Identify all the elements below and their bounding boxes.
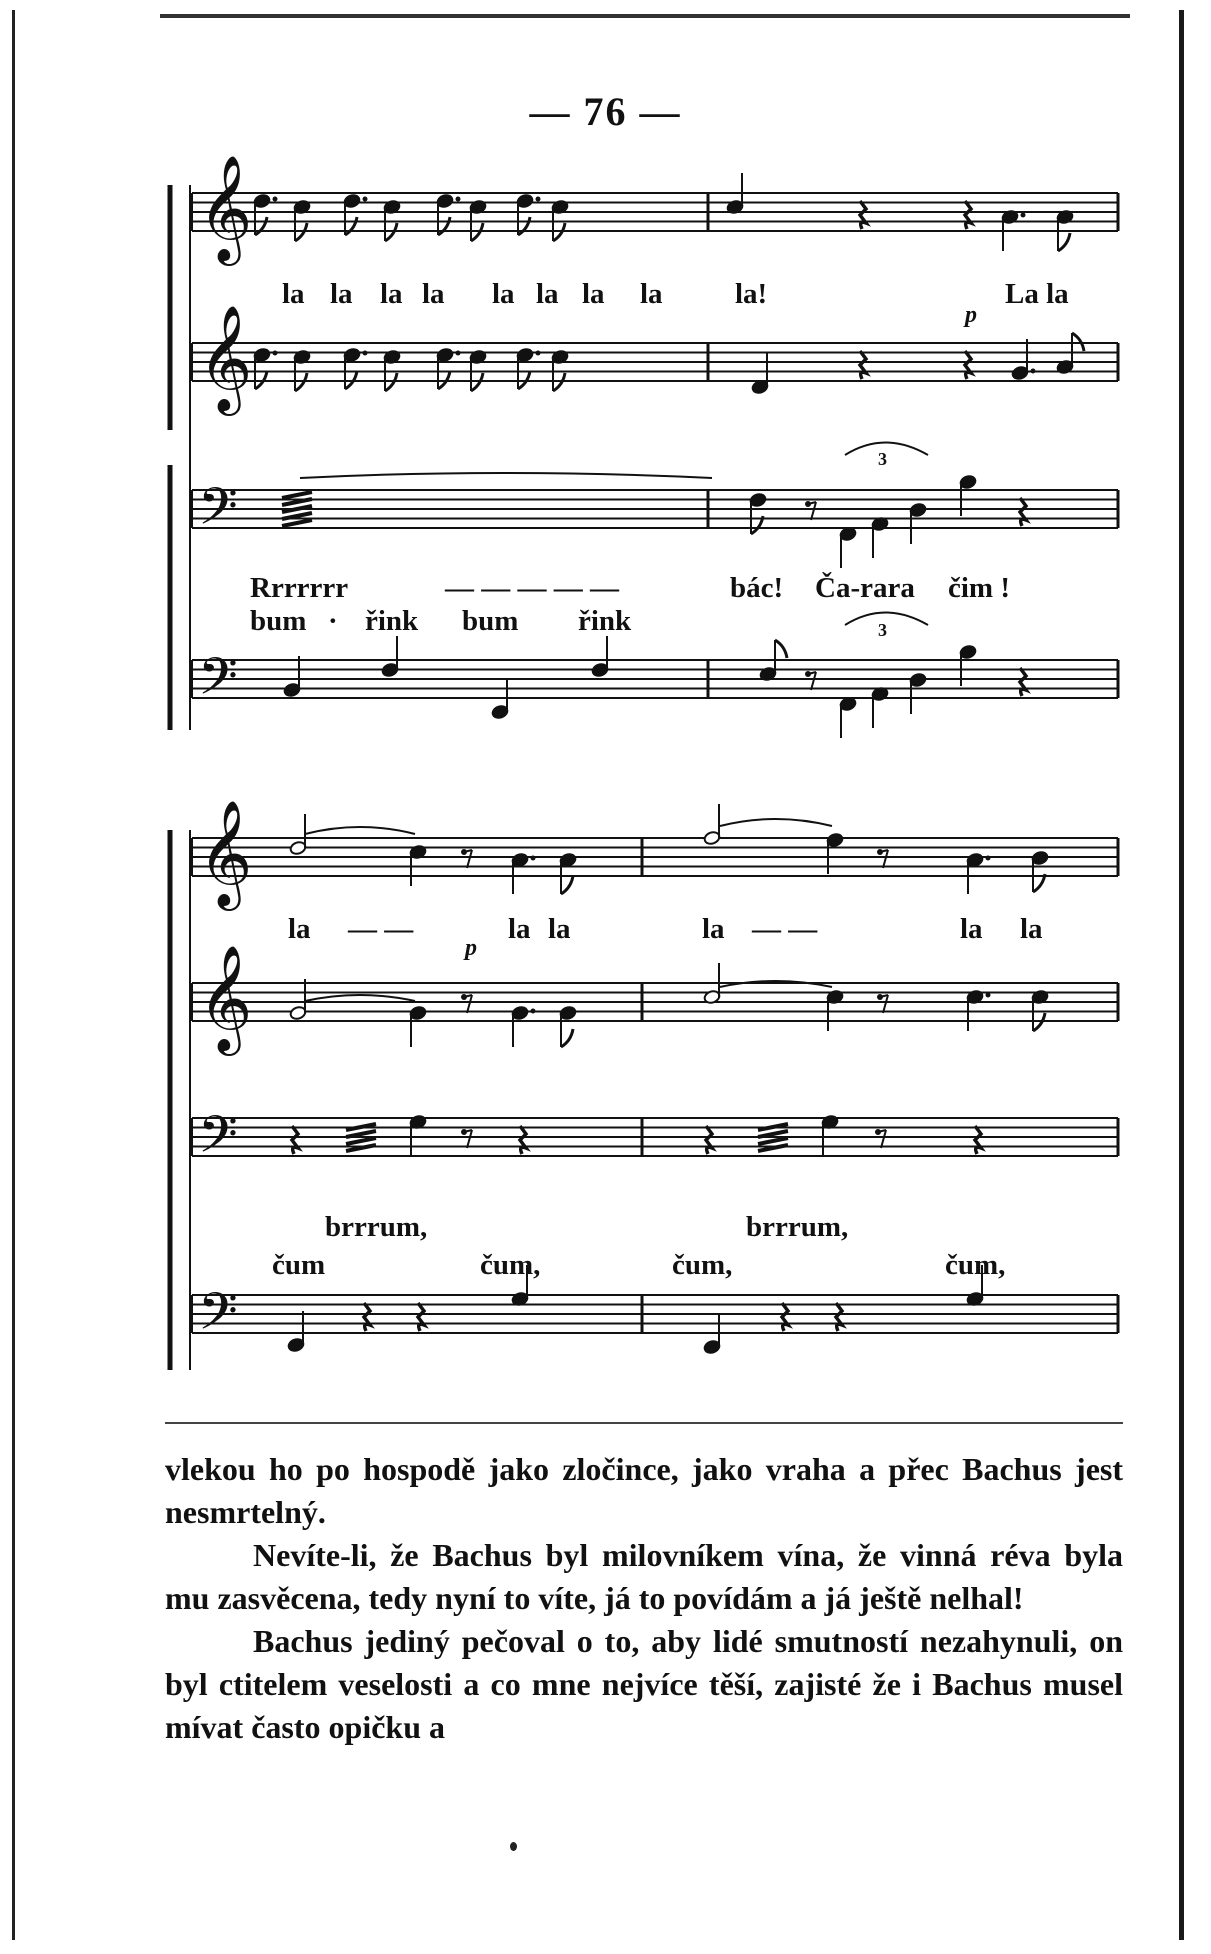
note [343,193,367,235]
note [253,193,277,235]
quarter-rest [1020,498,1026,526]
note [839,526,857,568]
note [966,989,990,1031]
note-dot [536,351,541,356]
lyric-syllable: bum [250,605,307,637]
lyric-syllable: — — [348,913,414,945]
quarter-rest [292,1126,298,1154]
lyric-syllable: la! [735,278,768,310]
note [559,852,577,894]
tie [720,819,832,826]
note [516,193,540,235]
lyric-syllable: řink [578,605,632,637]
eighth-rest [467,995,472,1013]
note [289,979,307,1021]
eighth-rest [811,502,816,520]
tremolo-stroke [346,1138,376,1144]
note [1011,339,1035,381]
treble-clef-icon: 𝄞 [198,799,253,906]
note [909,502,927,544]
note [409,844,427,886]
paragraph-1: vlekou ho po hospodě jako zločince, jako vraha a přec Bachus jest nesmrtelný. [165,1451,1123,1530]
note [383,349,401,391]
note [436,347,460,389]
lyric-syllable: la [282,278,305,310]
lyric-syllable: la [380,278,403,310]
note-flag [438,217,450,235]
lyric-syllable: la [702,913,725,945]
lyric-syllable: la [288,913,311,945]
note [293,349,311,391]
quarter-rest [965,351,971,379]
lyric-syllable: la [422,278,445,310]
quarter-rest [836,1303,842,1331]
note [289,814,307,856]
bass-clef-icon: 𝄢 [198,1104,238,1177]
note [287,1311,305,1353]
quarter-rest [1020,668,1026,696]
note-flag [561,1029,573,1047]
note-dot [363,351,368,356]
note [871,516,889,558]
note [409,1114,427,1156]
lyric-syllable: čum, [480,1249,541,1281]
lyric-syllable: la [330,278,353,310]
note-dot [273,351,278,356]
page-number: — 76 — [529,89,682,134]
note-dot [531,856,536,861]
paragraph-2: Nevíte-li, že Bachus byl milovníkem vína, že vinná réva byla mu zasvěcena, tedy nyní to víte, já to povídám a já ještě nelhal! [165,1537,1123,1616]
lyric-syllable: la [640,278,663,310]
note [591,636,609,678]
eighth-rest [881,1130,886,1148]
bass-clef-icon: 𝄢 [198,646,238,719]
note [511,852,535,894]
note-flag [561,876,573,894]
note-flag [775,640,787,658]
note-dot [363,197,368,202]
staff-lines [192,193,1118,1333]
tremolo-stroke [282,492,312,498]
score-marks [170,154,1084,1370]
quarter-rest [782,1303,788,1331]
lyric-syllable: brrrum, [325,1211,428,1243]
lyric-syllable: brrrum, [746,1211,849,1243]
note [559,1005,577,1047]
lyric-syllable: la [536,278,559,310]
note [751,353,769,395]
lyric-syllable: la [1020,913,1043,945]
lyric-syllable: Ča-rara [815,572,915,604]
treble-clef-icon: 𝄞 [198,154,253,261]
note [839,696,857,738]
body-text [165,1448,1123,1749]
tie [305,995,415,1001]
lyric-syllable: bác! [730,572,784,604]
bass-clef-icon: 𝄢 [198,1281,238,1354]
lyric-syllable: la [492,278,515,310]
lyric-syllable: řink [365,605,419,637]
note-flag [255,217,267,235]
note [826,989,844,1031]
lyric-syllable: bum [462,605,519,637]
lyric-syllable: la [960,913,983,945]
lyric-syllable: · [328,605,338,637]
note-dot [456,351,461,356]
note [871,686,889,728]
lyric-syllable: čum, [945,1249,1006,1281]
note [436,193,460,235]
note [551,349,569,391]
bass-clef-icon: 𝄢 [198,476,238,549]
quarter-rest [706,1126,712,1154]
note-dot [536,197,541,202]
divider-rule [165,1422,1123,1424]
lyric-syllable: Rrrrrrr [250,572,349,604]
lyric-syllable: čum, [672,1249,733,1281]
lyric-syllable: čum [272,1249,326,1281]
lyric-syllable: la [582,278,605,310]
note-dot [456,197,461,202]
page-dot [510,1842,517,1851]
tremolo-stroke [282,520,312,526]
note-dot [1021,213,1026,218]
note [1056,333,1084,375]
quarter-rest [975,1126,981,1154]
note-dot [1031,369,1036,374]
treble-clef-icon: 𝄞 [198,304,253,411]
note-dot [986,993,991,998]
dynamic-mark: p [965,302,977,328]
quarter-rest [364,1303,370,1331]
eighth-rest [467,1130,472,1148]
note-flag [1058,233,1070,251]
lyric-syllable: La la [1005,278,1069,310]
note [409,1005,427,1047]
triplet-mark: 3 [878,620,887,640]
note [703,804,721,846]
note [966,852,990,894]
note-flag [518,217,530,235]
note [293,199,311,241]
note [469,349,487,391]
note [283,656,301,698]
quarter-rest [860,351,866,379]
note-dot [986,856,991,861]
lyric-syllable: la [508,913,531,945]
paragraph-3: Bachus jediný pečoval o to, aby lidé smutností nezahynuli, on byl ctitelem veselosti a co mne nejvíce těší, zajisté že i Bachus musel mívat často opičku a [165,1623,1123,1745]
treble-clef-icon: 𝄞 [198,944,253,1051]
lyric-syllable: čim ! [948,572,1010,604]
note [821,1114,839,1156]
tie [300,473,712,478]
eighth-rest [883,995,888,1013]
note-dot [273,197,278,202]
note [469,199,487,241]
tremolo-stroke [758,1138,788,1144]
triplet-mark: 3 [878,449,887,469]
note [909,672,927,714]
lyric-syllable: la [548,913,571,945]
quarter-rest [520,1126,526,1154]
note [1031,850,1049,892]
note [343,347,367,389]
note [826,832,844,874]
note [253,347,277,389]
note [511,1005,535,1047]
lyric-syllable: — — — — — [445,572,619,604]
note [383,199,401,241]
eighth-rest [467,850,472,868]
note-flag [345,217,357,235]
dynamic-mark: p [465,935,477,961]
quarter-rest [860,201,866,229]
note [381,636,399,678]
quarter-rest [965,201,971,229]
eighth-rest [883,850,888,868]
note-dot [531,1009,536,1014]
lyric-syllable: — — [752,913,818,945]
note [1031,989,1049,1031]
eighth-rest [811,672,816,690]
quarter-rest [418,1303,424,1331]
tie [305,827,415,834]
note [516,347,540,389]
note [551,199,569,241]
